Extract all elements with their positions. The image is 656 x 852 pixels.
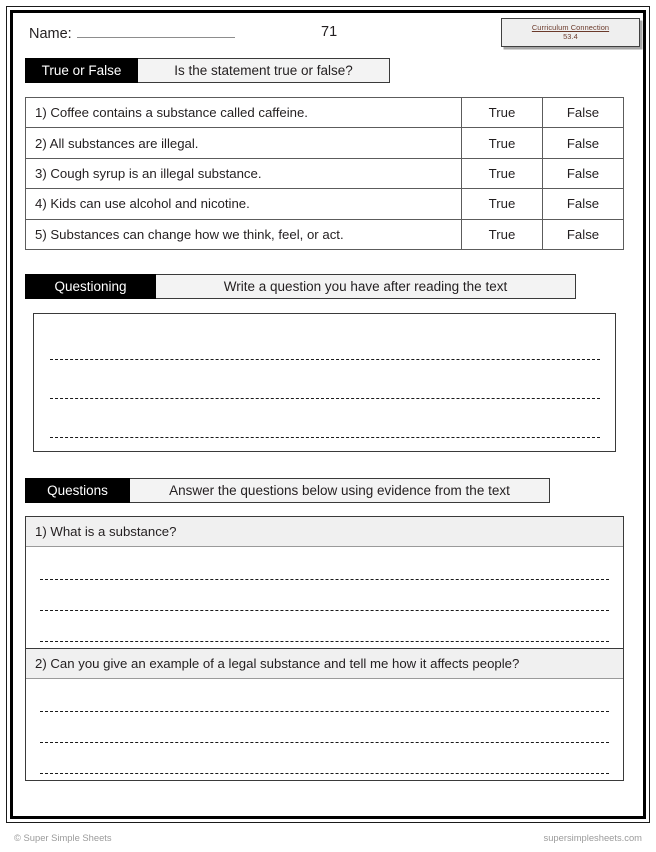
curriculum-connection-title: Curriculum Connection: [531, 22, 610, 32]
true-false-description: Is the statement true or false?: [138, 58, 390, 83]
statement-cell: 1) Coffee contains a substance called caffeine.: [26, 98, 462, 128]
writing-line[interactable]: [40, 641, 609, 642]
table-row: [26, 158, 624, 188]
true-option-cell[interactable]: True: [462, 158, 543, 188]
table-row: [26, 219, 624, 249]
question-answer-area[interactable]: [26, 679, 623, 780]
statement-cell: 3) Cough syrup is an illegal substance.: [26, 158, 462, 188]
false-option-cell[interactable]: False: [543, 219, 624, 249]
question-block: [26, 648, 623, 780]
false-option-cell[interactable]: False: [543, 189, 624, 219]
writing-line[interactable]: [50, 359, 600, 360]
true-false-section-header: [25, 58, 640, 83]
true-option-cell[interactable]: True: [462, 128, 543, 158]
curriculum-connection-badge: [501, 18, 640, 47]
question-prompt: 2) Can you give an example of a legal substance and tell me how it affects people?: [26, 649, 623, 679]
question-prompt: 1) What is a substance?: [26, 517, 623, 547]
name-input-line[interactable]: [77, 24, 235, 38]
questions-tag: Questions: [25, 478, 130, 503]
true-false-table: [25, 97, 624, 250]
writing-line[interactable]: [40, 773, 609, 774]
statement-cell: 4) Kids can use alcohol and nicotine.: [26, 189, 462, 219]
writing-line[interactable]: [40, 711, 609, 712]
question-block: [26, 517, 623, 648]
true-option-cell[interactable]: True: [462, 98, 543, 128]
writing-line[interactable]: [40, 742, 609, 743]
table-row: [26, 128, 624, 158]
page-footer: [14, 828, 642, 846]
statement-cell: 2) All substances are illegal.: [26, 128, 462, 158]
false-option-cell[interactable]: False: [543, 98, 624, 128]
questions-list: [25, 516, 624, 781]
table-row: [26, 98, 624, 128]
statement-cell: 5) Substances can change how we think, feel, or act.: [26, 219, 462, 249]
question-answer-area[interactable]: [26, 547, 623, 648]
worksheet-content: [16, 16, 640, 813]
questions-description: Answer the questions below using evidence from the text: [130, 478, 550, 503]
questions-section-header: [25, 478, 640, 503]
name-label: Name:: [29, 26, 72, 42]
worksheet-header: [16, 16, 640, 58]
page-number: 71: [321, 24, 338, 40]
writing-line[interactable]: [40, 579, 609, 580]
table-row: [26, 189, 624, 219]
curriculum-connection-code: 53.4: [563, 31, 578, 41]
true-false-tag: True or False: [25, 58, 138, 83]
footer-website: supersimplesheets.com: [543, 831, 642, 843]
questioning-answer-box[interactable]: [33, 313, 616, 452]
true-option-cell[interactable]: True: [462, 219, 543, 249]
questioning-description: Write a question you have after reading the text: [156, 274, 576, 299]
writing-line[interactable]: [50, 437, 600, 438]
footer-copyright: © Super Simple Sheets: [14, 831, 112, 843]
writing-line[interactable]: [40, 610, 609, 611]
false-option-cell[interactable]: False: [543, 158, 624, 188]
questioning-tag: Questioning: [25, 274, 156, 299]
false-option-cell[interactable]: False: [543, 128, 624, 158]
true-false-table-body: [26, 98, 624, 250]
name-field-group: [29, 24, 235, 42]
true-option-cell[interactable]: True: [462, 189, 543, 219]
writing-line[interactable]: [50, 398, 600, 399]
questioning-section-header: [25, 274, 640, 299]
